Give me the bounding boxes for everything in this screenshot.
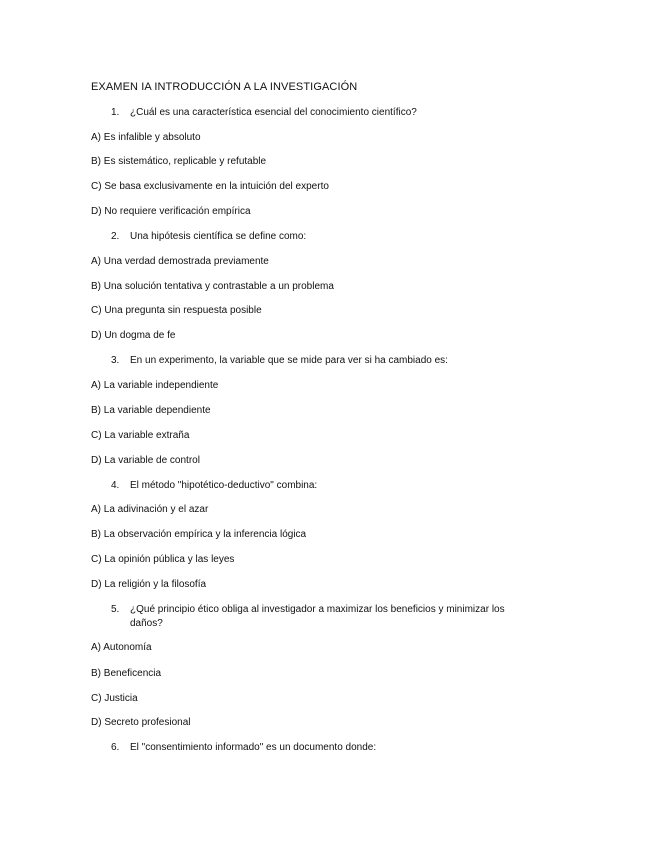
question-5 bbox=[0, 603, 655, 633]
option-4b: B) La observación empírica y la inferencia lógica bbox=[91, 529, 307, 540]
question-text: Una hipótesis científica se define como: bbox=[130, 231, 307, 242]
question-text: El método "hipotético-deductivo" combina: bbox=[130, 480, 318, 491]
option-2c: C) Una pregunta sin respuesta posible bbox=[91, 305, 262, 316]
document-title: EXAMEN IA INTRODUCCIÓN A LA INVESTIGACIÓN bbox=[91, 81, 358, 93]
option-4a: A) La adivinación y el azar bbox=[91, 504, 209, 515]
option-4d: D) La religión y la filosofía bbox=[91, 579, 207, 590]
option-5d: D) Secreto profesional bbox=[91, 717, 191, 728]
option-1a: A) Es infalible y absoluto bbox=[91, 132, 201, 143]
option-4c: C) La opinión pública y las leyes bbox=[91, 554, 235, 565]
option-5b: B) Beneficencia bbox=[91, 668, 162, 679]
option-2a: A) Una verdad demostrada previamente bbox=[91, 256, 269, 267]
option-2b: B) Una solución tentativa y contrastable a un problema bbox=[91, 281, 334, 292]
question-text: ¿Cuál es una característica esencial del conocimiento científico? bbox=[130, 107, 417, 118]
question-text: En un experimento, la variable que se mide para ver si ha cambiado es: bbox=[130, 355, 448, 366]
question-text: El "consentimiento informado" es un documento donde: bbox=[130, 742, 377, 753]
question-number: 1. bbox=[111, 107, 120, 118]
question-number: 3. bbox=[111, 355, 120, 366]
option-3c: C) La variable extraña bbox=[91, 430, 190, 441]
option-2d: D) Un dogma de fe bbox=[91, 330, 176, 341]
question-number: 6. bbox=[111, 742, 120, 753]
question-number: 4. bbox=[111, 480, 120, 491]
option-1d: D) No requiere verificación empírica bbox=[91, 206, 251, 217]
option-1b: B) Es sistemático, replicable y refutable bbox=[91, 156, 267, 167]
option-5a: A) Autonomía bbox=[91, 642, 152, 653]
option-5c: C) Justicia bbox=[91, 693, 138, 704]
question-number: 5. bbox=[111, 604, 120, 615]
question-number: 2. bbox=[111, 231, 120, 242]
option-1c: C) Se basa exclusivamente en la intuición del experto bbox=[91, 181, 329, 192]
option-3b: B) La variable dependiente bbox=[91, 405, 211, 416]
question-text: ¿Qué principio ético obliga al investigador a maximizar los beneficios y minimizar los daños? bbox=[130, 604, 505, 629]
option-3a: A) La variable independiente bbox=[91, 380, 219, 391]
option-3d: D) La variable de control bbox=[91, 455, 200, 466]
